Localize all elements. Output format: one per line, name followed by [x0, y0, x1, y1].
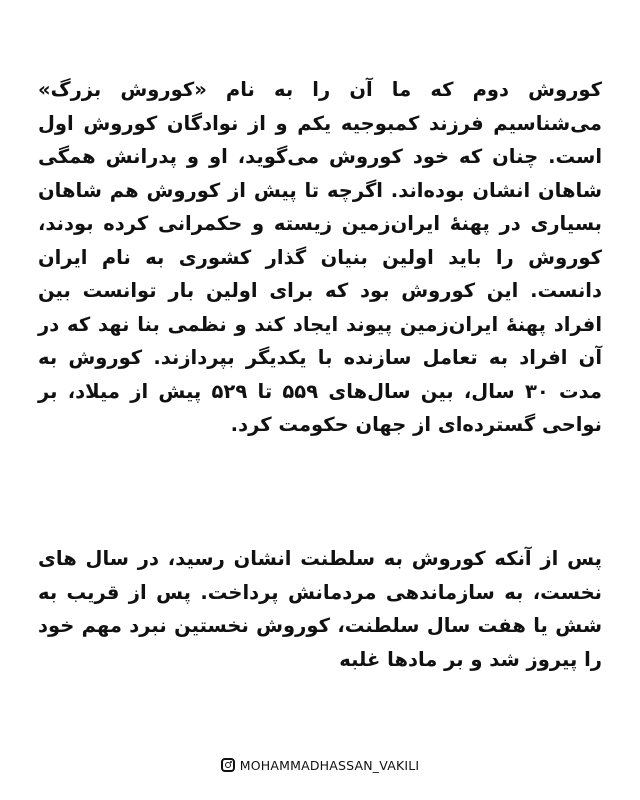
paragraph-2: پس از آنکه کوروش به سلطنت انشان رسید، در سال های نخست، به سازماندهی مردمانش پرداخت. پس از قریب به شش یا هفت سال سلطنت، کوروش نخستین نبرد مهم خود را پیروز شد و بر مادها غلبه	[38, 547, 602, 671]
paragraph-1: کوروش دوم که ما آن را به نام «کوروش بزرگ» می‌شناسیم فرزند کمبوجیه یکم و از نوادگان کوروش اول است. چنان که خود کوروش می‌گوید، او و پدرانش همگی شاهان انشان بوده‌اند. اگرچه تا پیش از کوروش هم شاهان بسیاری در پهنهٔ ایران‌زمین زیسته و حکمرانی کرده بودند، کوروش را باید اولین بنیان گذار کشوری به نام ایران دانست. این کوروش بود که برای اولین بار توانست بین افراد پهنهٔ ایران‌زمین پیوند ایجاد کند و نظمی بنا نهد که در آن افراد به تعامل سازنده با یکدیگر بپردازند. کوروش به مدت ۳۰ سال، بین سال‌های ۵۵۹ تا ۵۲۹ پیش از میلاد، بر نواحی گسترده‌ای از جهان حکومت کرد.	[38, 78, 602, 436]
instagram-icon	[221, 758, 235, 772]
footer-watermark	[0, 754, 640, 776]
author-handle: MOHAMMADHASSAN_VAKILI	[239, 757, 420, 773]
